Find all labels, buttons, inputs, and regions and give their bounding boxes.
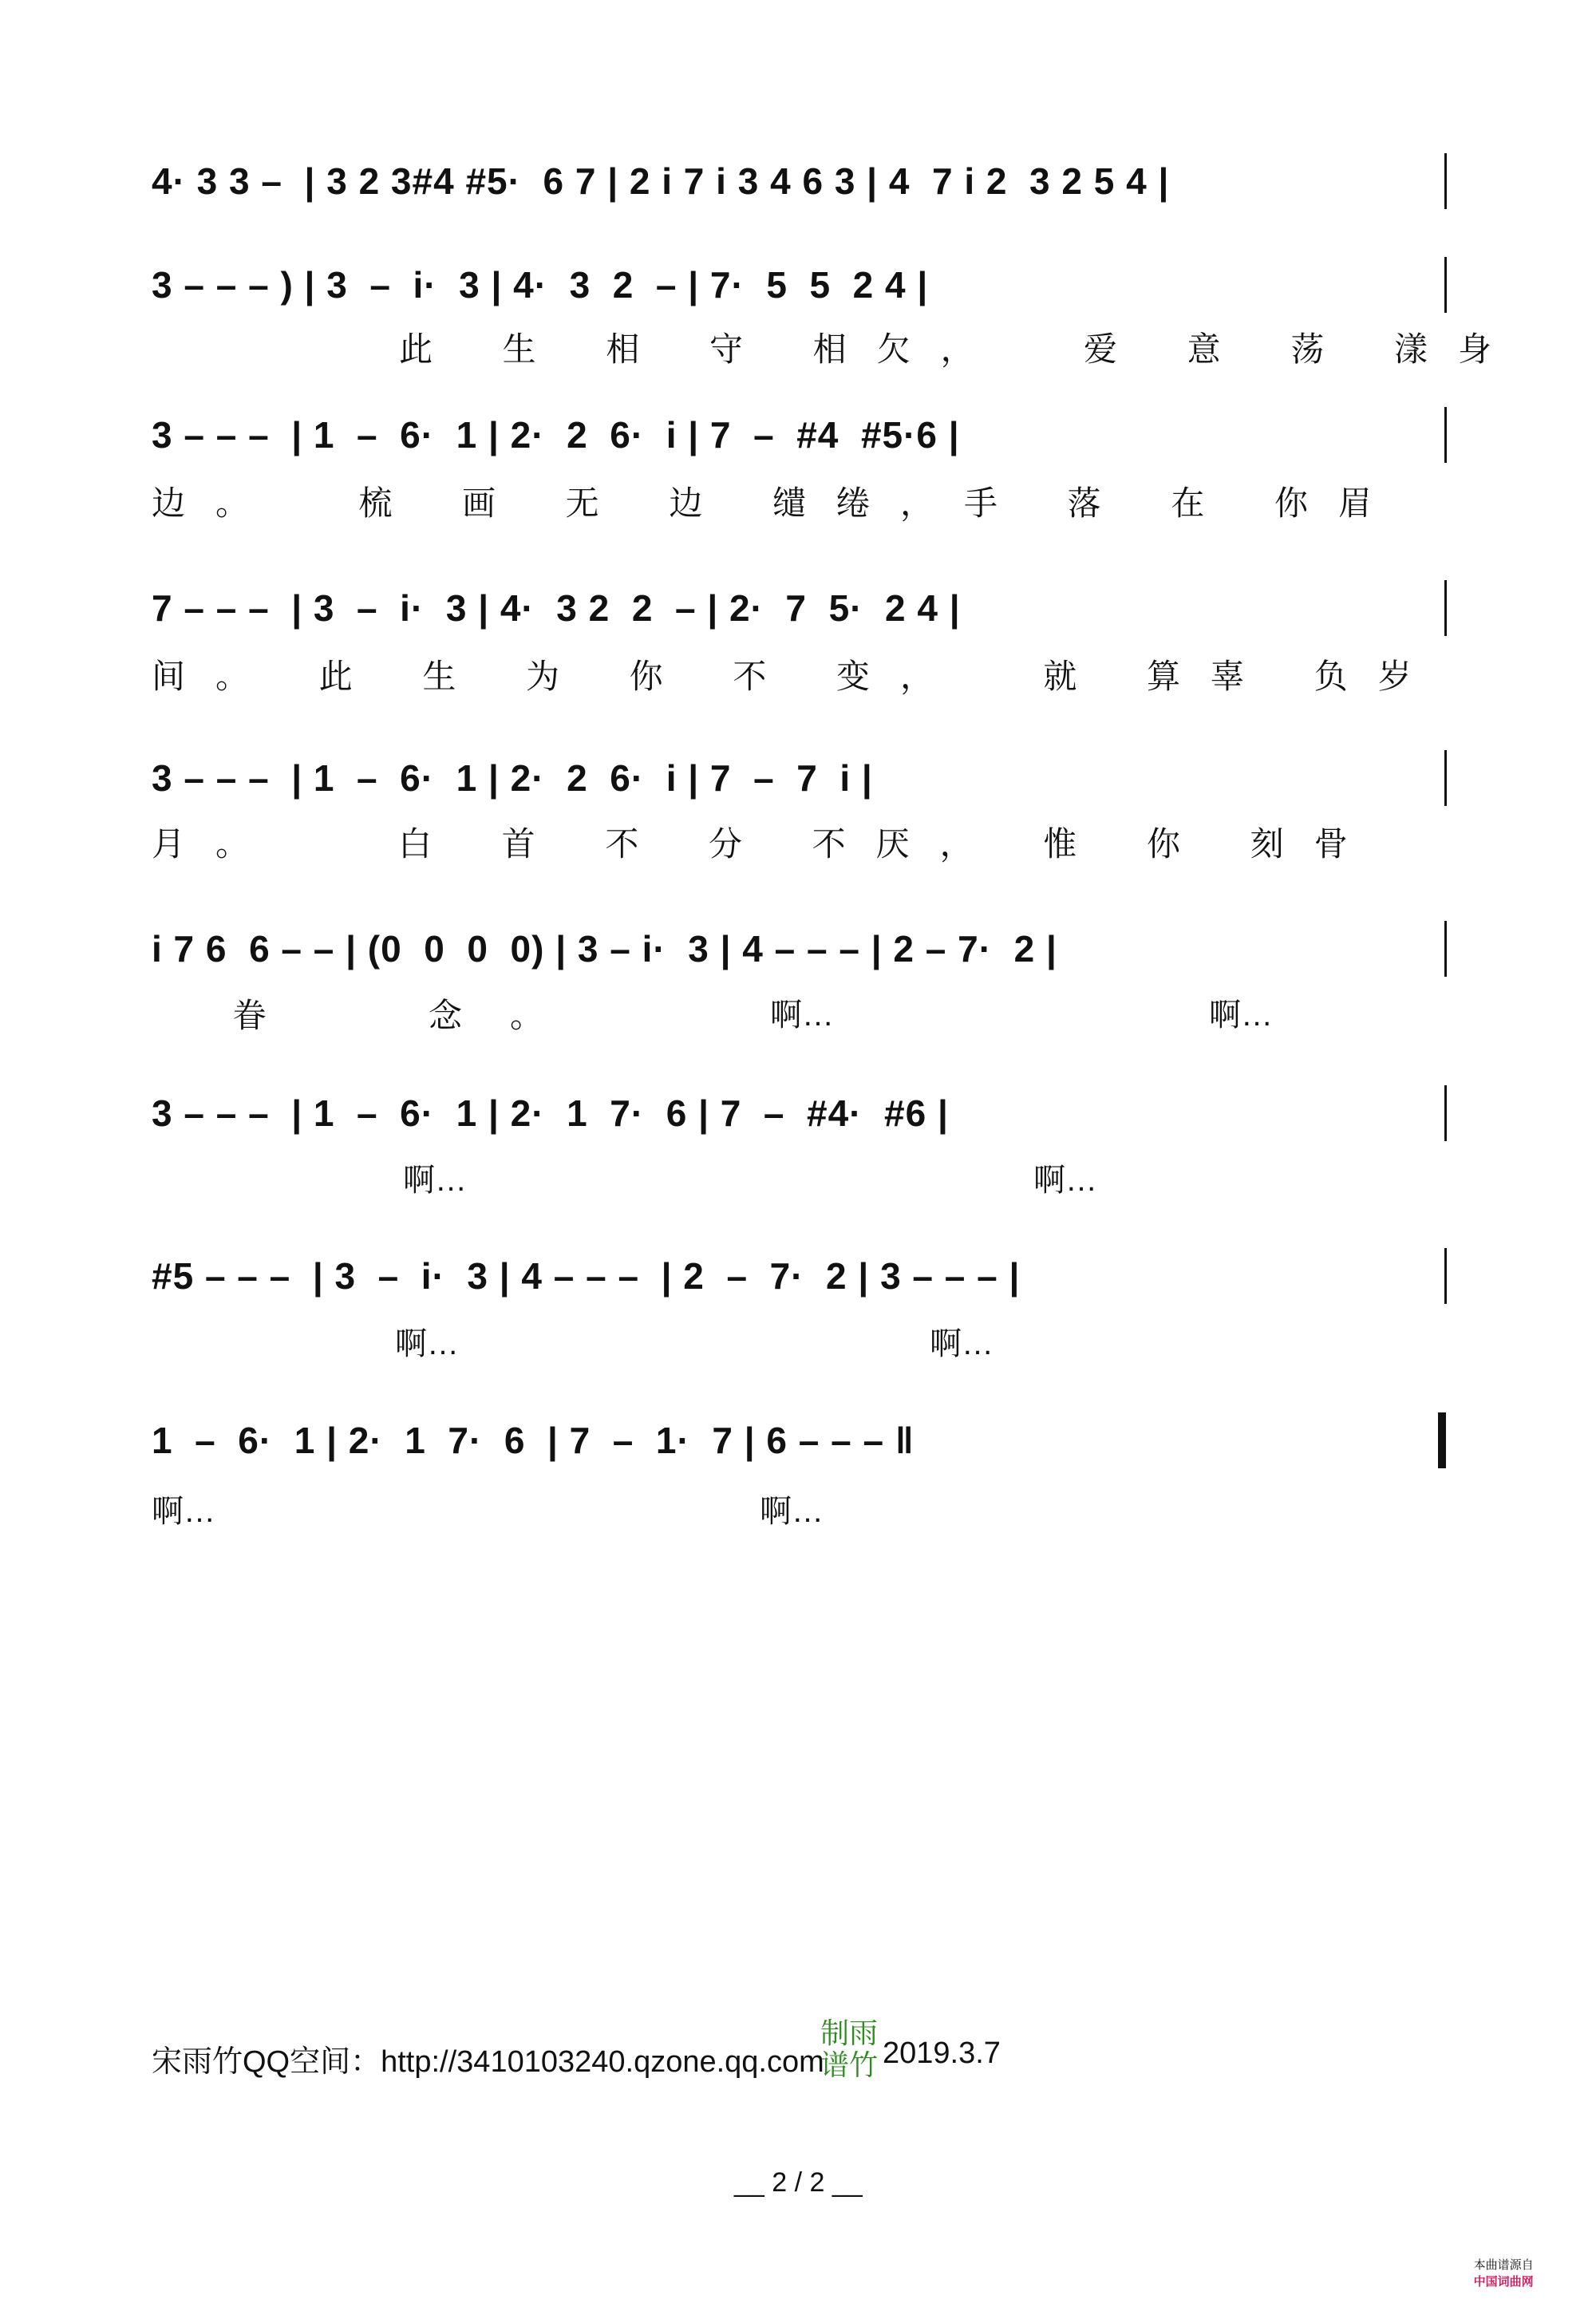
score-row-5-end-barline <box>1444 750 1447 806</box>
source-watermark-site: 中国词曲网 <box>1473 2275 1534 2289</box>
score-row-9-ah-2: 啊… <box>760 1494 824 1529</box>
score-row-3-notes: 3 – – – | 1 – 6· 1 | 2· 2 6· i | 7 – #4 #5·6 | <box>152 414 960 456</box>
credit-text: 宋雨竹QQ空间：http://3410103240.qzone.qq.com <box>152 2045 824 2079</box>
score-row-5-lyrics: 月。 白 首 不 分 不厌， 惟 你 刻骨 <box>152 825 1378 863</box>
score-row-6-lyrics: 眷 念。 <box>176 997 592 1034</box>
stamp-line-2: 谱竹 <box>820 2048 879 2081</box>
score-row-6-notes: i 7 6 6 – – | (0 0 0 0) | 3 – i· 3 | 4 – – – | 2 – 7· 2 | <box>152 928 1057 970</box>
score-row-3-end-barline <box>1444 407 1447 463</box>
score-row-1-notes: 4· 3 3 – | 3 2 3#4 #5· 6 7 | 2 i 7 i 3 4 6 3 | 4 7 i 2 3 2 5 4 | <box>152 160 1170 202</box>
score-row-8-ah-2: 啊… <box>930 1326 994 1361</box>
score-row-7-ah-2: 啊… <box>1033 1163 1097 1198</box>
source-watermark <box>1460 2242 1534 2303</box>
score-row-5-notes: 3 – – – | 1 – 6· 1 | 2· 2 6· i | 7 – 7 i | <box>152 757 873 799</box>
source-watermark-text: 本曲谱源自 <box>1473 2258 1534 2272</box>
score-row-4-notes: 7 – – – | 3 – i· 3 | 4· 3 2 2 – | 2· 7 5· 2 4 | <box>152 587 961 629</box>
score-row-7-notes: 3 – – – | 1 – 6· 1 | 2· 1 7· 6 | 7 – #4· #6 | <box>152 1092 949 1134</box>
score-row-7-end-barline <box>1444 1085 1447 1141</box>
score-row-8-end-barline <box>1444 1248 1447 1304</box>
score-row-9-ah-1: 啊… <box>152 1494 215 1529</box>
score-row-7-ah-1: 啊… <box>403 1163 467 1198</box>
final-double-barline <box>1438 1412 1446 1468</box>
score-row-4-end-barline <box>1444 580 1447 636</box>
stamp-line-1: 制雨 <box>820 2017 879 2049</box>
score-row-2-notes: 3 – – – ) | 3 – i· 3 | 4· 3 2 – | 7· 5 5 2 4 | <box>152 264 929 306</box>
score-row-2-lyrics: 此 生 相 守 相欠， 爱 意 荡 漾身 <box>399 330 1523 368</box>
score-row-1-end-barline <box>1444 153 1447 209</box>
score-row-3-lyrics: 边。 梳 画 无 边 缱绻，手 落 在 你眉 <box>152 484 1403 522</box>
score-row-6-ah-2: 啊… <box>1209 997 1273 1033</box>
date-text: 2019.3.7 <box>883 2036 1001 2070</box>
score-row-9-notes: 1 – 6· 1 | 2· 1 7· 6 | 7 – 1· 7 | 6 – – – ‖ <box>152 1420 915 1461</box>
score-row-8-ah-1: 啊… <box>395 1326 459 1361</box>
score-row-8-notes: #5 – – – | 3 – i· 3 | 4 – – – | 2 – 7· 2 | 3 – – – | <box>152 1255 1021 1297</box>
score-row-6-ah-1: 啊… <box>770 997 834 1033</box>
score-row-4-lyrics: 间。 此 生 为 你 不 变， 就 算辜 负岁 <box>152 658 1442 695</box>
page-number: __ 2 / 2 __ <box>734 2167 863 2198</box>
author-stamp <box>820 2017 878 2081</box>
score-row-6-end-barline <box>1444 921 1447 977</box>
score-row-2-end-barline <box>1444 257 1447 313</box>
